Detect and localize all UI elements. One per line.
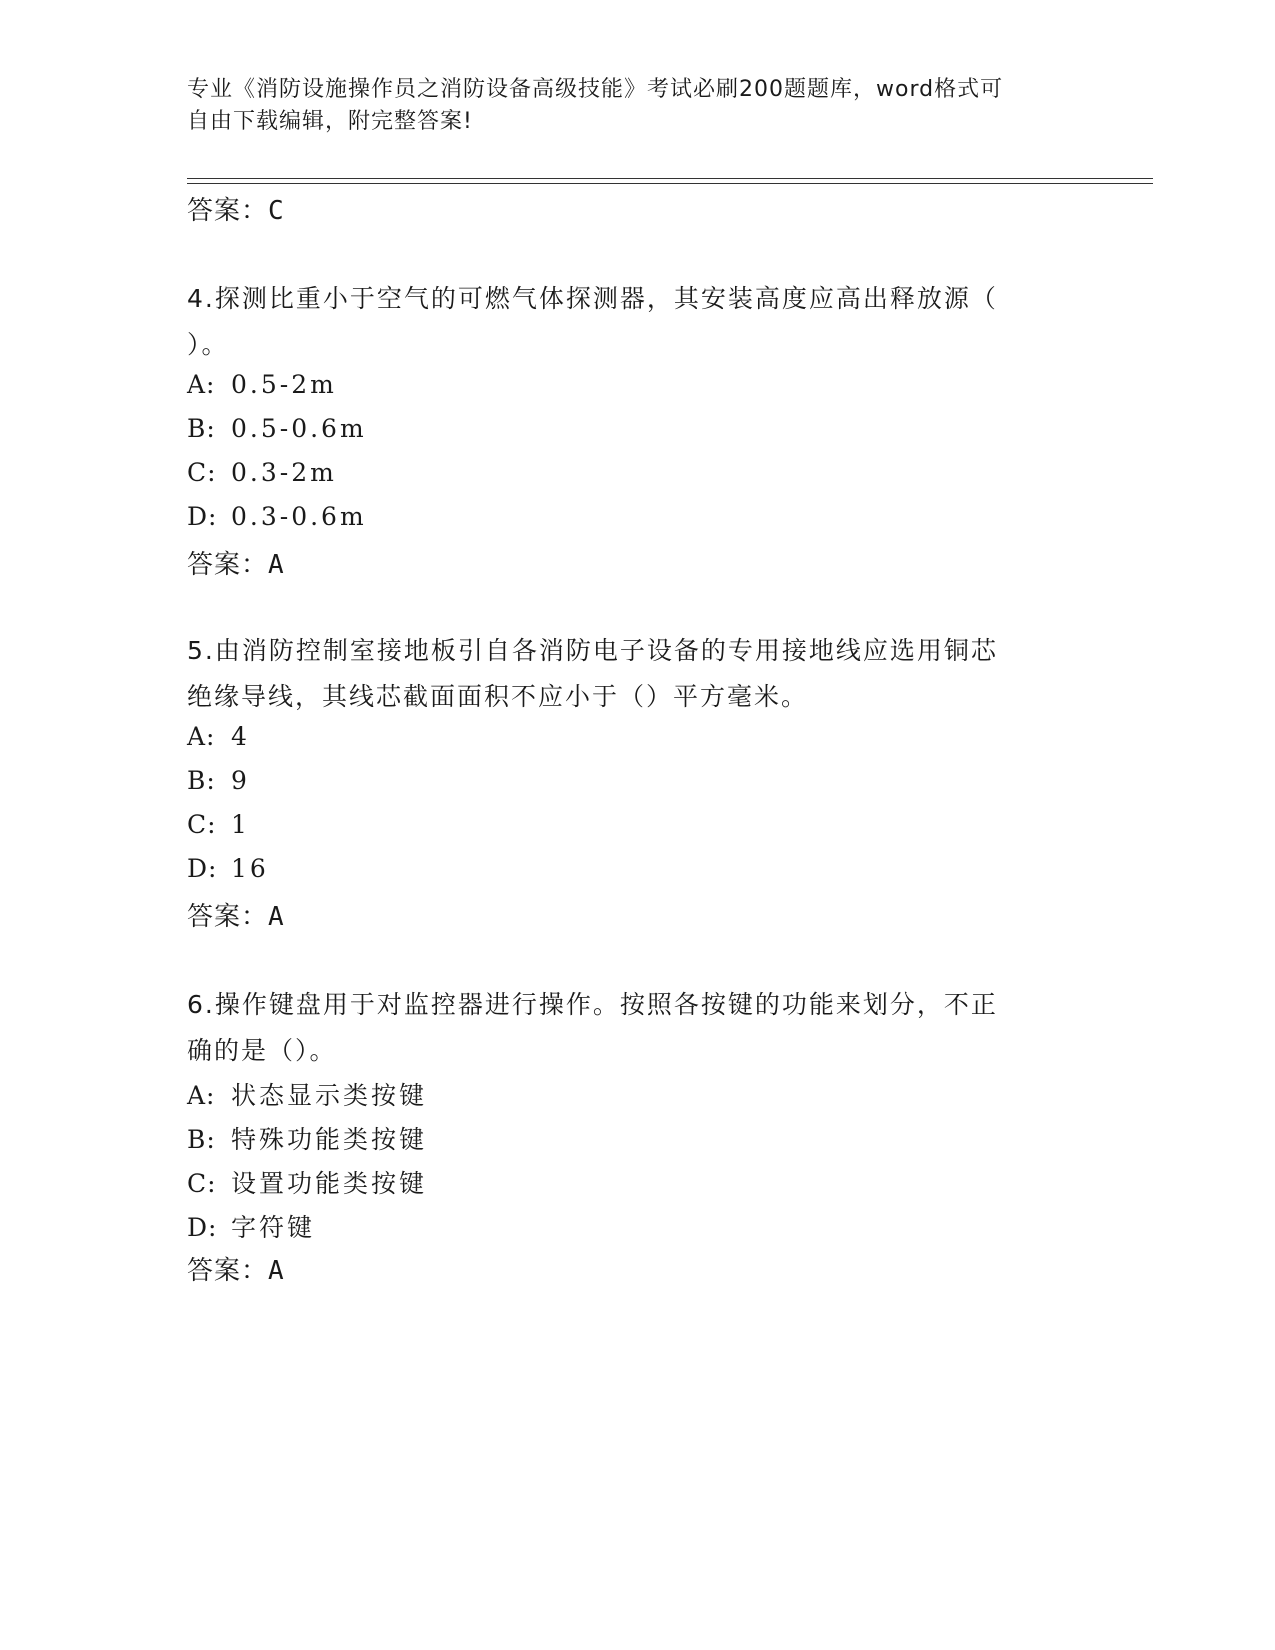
option-a (187, 722, 250, 751)
answer-value: C (268, 196, 285, 226)
option-c (187, 458, 337, 487)
option-text: 特殊功能类按键 (231, 1125, 428, 1154)
option-key: B: (187, 414, 216, 443)
option-b (187, 1120, 427, 1156)
option-a (187, 1076, 427, 1112)
option-key: A: (187, 370, 216, 399)
answer-value: A (268, 1256, 285, 1286)
option-text: 16 (231, 854, 269, 883)
option-key: D: (187, 1213, 218, 1242)
answer-label: 答案： (187, 1256, 269, 1286)
option-text: 1 (231, 810, 250, 839)
answer-line (187, 544, 285, 581)
option-text: 字符键 (231, 1213, 316, 1242)
option-c (187, 1164, 427, 1200)
answer-label: 答案： (187, 902, 269, 932)
option-text: 0.5-2m (231, 370, 337, 399)
question-text-line-1: 6.操作键盘用于对监控器进行操作。按照各按键的功能来划分，不正 (187, 990, 998, 1019)
question-5 (187, 628, 1057, 720)
option-b (187, 414, 367, 443)
option-key: B: (187, 766, 216, 795)
answer-value: A (268, 902, 285, 932)
option-text: 0.3-0.6m (231, 502, 367, 531)
question-text-line-1: 4.探测比重小于空气的可燃气体探测器，其安装高度应高出释放源（ (187, 284, 998, 313)
option-text: 状态显示类按键 (231, 1081, 428, 1110)
answer-line (187, 896, 285, 933)
question-text-line-2: 确的是（）。 (187, 1036, 337, 1065)
option-d (187, 1208, 315, 1244)
option-key: C: (187, 458, 217, 487)
answer-label: 答案： (187, 550, 269, 580)
question-text-line-2: ）。 (187, 330, 229, 359)
option-text: 4 (231, 722, 250, 751)
header-divider-thick (187, 183, 1153, 184)
question-4 (187, 276, 1057, 368)
option-key: A: (187, 1081, 216, 1110)
option-key: D: (187, 502, 218, 531)
header-divider-thin (187, 178, 1153, 179)
question-6 (187, 982, 1057, 1074)
document-header (187, 74, 1067, 138)
option-b (187, 766, 250, 795)
option-text: 0.5-0.6m (231, 414, 367, 443)
option-d (187, 854, 269, 883)
option-a (187, 370, 337, 399)
answer-value: A (268, 550, 285, 580)
answer-line (187, 1250, 285, 1287)
option-key: D: (187, 854, 218, 883)
option-d (187, 502, 367, 531)
header-line-2: 自由下载编辑，附完整答案! (187, 109, 473, 134)
answer-line (187, 190, 285, 227)
option-key: A: (187, 722, 216, 751)
option-text: 设置功能类按键 (231, 1169, 428, 1198)
option-key: C: (187, 1169, 217, 1198)
option-text: 0.3-2m (231, 458, 337, 487)
option-text: 9 (231, 766, 250, 795)
header-line-1: 专业《消防设施操作员之消防设备高级技能》考试必刷200题题库，word格式可 (187, 77, 1004, 102)
question-text-line-1: 5.由消防控制室接地板引自各消防电子设备的专用接地线应选用铜芯 (187, 636, 998, 665)
answer-label: 答案： (187, 196, 269, 226)
option-key: B: (187, 1125, 216, 1154)
option-c (187, 810, 250, 839)
option-key: C: (187, 810, 217, 839)
question-text-line-2: 绝缘导线，其线芯截面面积不应小于（）平方毫米。 (187, 682, 809, 711)
